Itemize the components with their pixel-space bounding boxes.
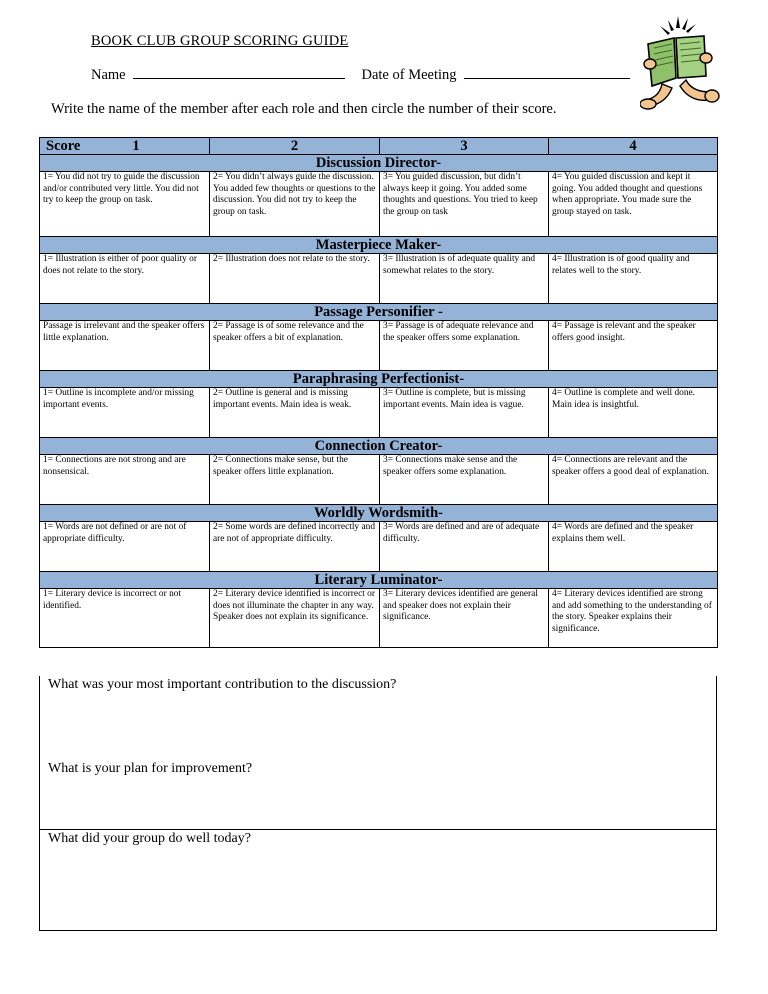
description-cell: 3= Illustration is of adequate quality and somewhat relates to the story. [380,254,549,304]
reflection-box-group[interactable] [39,829,717,931]
description-cell: 4= Passage is relevant and the speaker offers good insight. [549,321,718,371]
score-label: Score [46,138,81,154]
description-cell: 2= You didn’t always guide the discussion. You added few thoughts or questions to the discussion. You did not try to keep the group on task. [210,172,380,237]
scoring-rubric-table [39,137,718,648]
name-blank[interactable] [133,66,345,79]
description-cell: 1= You did not try to guide the discussion and/or contributed very little. You did not try to keep the group on task. [40,172,210,237]
description-cell: 3= Literary devices identified are general and speaker does not explain their significance. [380,589,549,648]
score-3[interactable]: 3 [380,138,549,155]
description-cell: 2= Literary device identified is incorrect or does not illuminate the chapter in any way. Speaker does not explain its significance. [210,589,380,648]
description-cell: 1= Words are not defined or are not of appropriate difficulty. [40,522,210,572]
name-label: Name [91,67,126,83]
date-blank[interactable] [464,66,630,79]
role-descriptions-row [40,254,718,304]
date-label: Date of Meeting [361,67,457,83]
score-header-row [40,138,718,155]
description-cell: Passage is irrelevant and the speaker offers little explanation. [40,321,210,371]
question-improvement: What is your plan for improvement? [48,761,253,776]
description-cell: 2= Passage is of some relevance and the speaker offers a bit of explanation. [210,321,380,371]
description-cell: 3= Words are defined and are of adequate difficulty. [380,522,549,572]
description-cell: 4= Words are defined and the speaker explains them well. [549,522,718,572]
description-cell: 4= Connections are relevant and the speaker offers a good deal of explanation. [549,455,718,505]
description-cell: 2= Connections make sense, but the speaker offers little explanation. [210,455,380,505]
role-title-literary-luminator: Literary Luminator- [40,572,718,589]
role-title-passage-personifier: Passage Personifier - [40,304,718,321]
role-descriptions-row [40,321,718,371]
description-cell: 2= Some words are defined incorrectly and are not of appropriate difficulty. [210,522,380,572]
page-title: BOOK CLUB GROUP SCORING GUIDE [91,33,349,49]
description-cell: 3= Connections make sense and the speaker offers some explanation. [380,455,549,505]
role-title-discussion-director: Discussion Director- [40,155,718,172]
reflection-box-contribution[interactable] [39,676,717,830]
role-title-worldly-wordsmith: Worldly Wordsmith- [40,505,718,522]
score-4[interactable]: 4 [549,138,718,155]
description-cell: 1= Illustration is either of poor quality or does not relate to the story. [40,254,210,304]
description-cell: 4= Illustration is of good quality and relates well to the story. [549,254,718,304]
instructions: Write the name of the member after each role and then circle the number of their score. [51,101,557,117]
role-descriptions-row [40,388,718,438]
role-title-paraphrasing-perfectionist: Paraphrasing Perfectionist- [40,371,718,388]
role-descriptions-row [40,455,718,505]
description-cell: 3= Passage is of adequate relevance and the speaker offers some explanation. [380,321,549,371]
name-date-line [91,66,630,84]
description-cell: 2= Outline is general and is missing important events. Main idea is weak. [210,388,380,438]
score-header-cell [40,138,210,155]
description-cell: 1= Connections are not strong and are nonsensical. [40,455,210,505]
role-descriptions-row [40,522,718,572]
question-contribution: What was your most important contribution to the discussion? [48,677,397,692]
description-cell: 4= You guided discussion and kept it going. You added thought and questions when appropriate. You made sure the group stayed on task. [549,172,718,237]
description-cell: 3= Outline is complete, but is missing important events. Main idea is vague. [380,388,549,438]
score-2[interactable]: 2 [210,138,380,155]
description-cell: 1= Outline is incomplete and/or missing important events. [40,388,210,438]
role-descriptions-row [40,172,718,237]
description-cell: 4= Outline is complete and well done. Main idea is insightful. [549,388,718,438]
description-cell: 3= You guided discussion, but didn’t always keep it going. You added some thoughts and questions. You tried to keep the group on task [380,172,549,237]
score-1[interactable]: 1 [132,138,140,154]
role-descriptions-row [40,589,718,648]
role-title-masterpiece-maker: Masterpiece Maker- [40,237,718,254]
reading-book-character-icon [640,14,720,112]
description-cell: 2= Illustration does not relate to the story. [210,254,380,304]
question-group-well: What did your group do well today? [48,831,251,846]
description-cell: 4= Literary devices identified are strong and add something to the understanding of the story. Speaker explains their significance. [549,589,718,648]
description-cell: 1= Literary device is incorrect or not identified. [40,589,210,648]
role-title-connection-creator: Connection Creator- [40,438,718,455]
